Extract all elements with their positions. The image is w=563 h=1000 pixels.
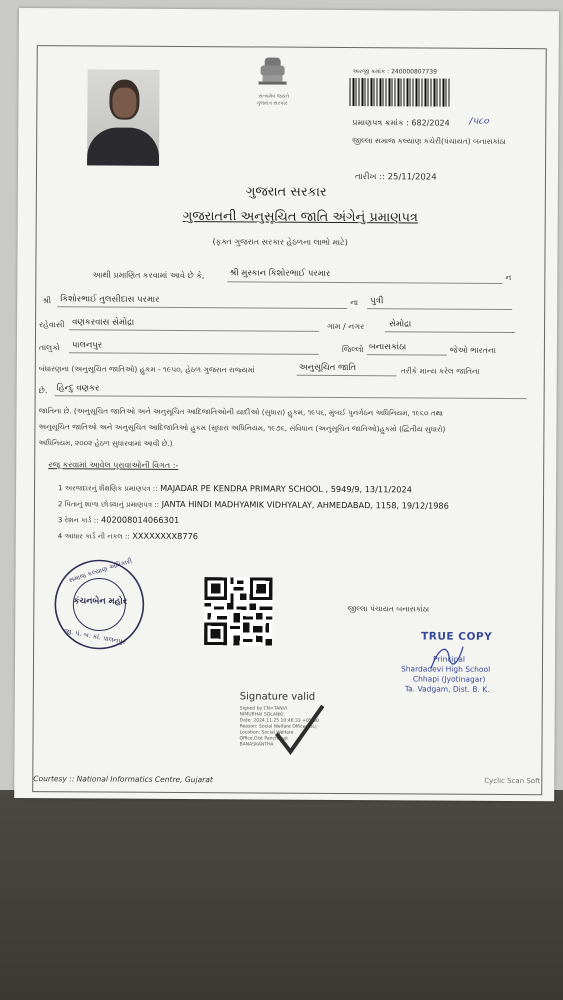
footer-courtesy: Courtesy :: National Informatics Centre, Gujarat xyxy=(33,774,213,785)
background-table-surface xyxy=(0,790,563,1000)
stamp-line: Ta. Vadgam, Dist. B. K. xyxy=(404,684,490,694)
taluka-label: તાલુકો xyxy=(38,343,60,353)
footer-right: Cyclic Scan Soft xyxy=(484,776,541,786)
signature-detail: Date: 2024.11.25 10:46:33 +05:30 xyxy=(239,718,319,724)
seal-bottom-text: જી. પં. બ. કાં. પાલનપુર xyxy=(63,626,127,647)
legal-paragraph-line1: જાતિના છે. (અનુસૂચિત જાતિઓ અને અનુસૂચિત આદિજાતિઓની યાદીઓ (સુધારા) હુકમ, ૧૯૫૬, મુંબઈ પુનર્ગઠન અધિનિયમ, ૧૯૬૦ તથા xyxy=(38,406,443,418)
issuing-office: જીલ્લા સમાજ કલ્યાણ કચેરી(પંચાયત) બનાસકાંઠા xyxy=(352,136,506,146)
village-label: ગામ / નગર xyxy=(327,321,365,332)
line4-end: જેઓ ભારતના xyxy=(449,345,496,355)
emblem-subcaption: ગુજરાત સરકાર xyxy=(256,100,288,107)
signature-detail: NIMUBHAI SOLANKI xyxy=(239,712,284,718)
true-copy-label: TRUE COPY xyxy=(421,630,493,643)
certificate-page xyxy=(14,8,559,801)
line5-end: તરીકે માન્ય કરેલ જાતિના xyxy=(400,366,480,376)
document-row: 2 પિતાનું શાળા છોડ્યાનું પ્રમાણપત્ર :: JANTA HINDI MADHYAMIK VIDHYALAY, AHMEDABAD, 1158, 19/12/1986 xyxy=(57,498,449,511)
document-row: 1 અરજદારનું શૈક્ષણિક પ્રમાણપત્ર :: MAJADAR PE KENDRA PRIMARY SCHOOL , 5949/9, 13/11/2024 xyxy=(58,482,412,495)
certify-label: આથી પ્રમાણિત કરવામાં આવે છે કે, xyxy=(92,270,205,281)
legal-paragraph-line2: અનુસૂચિત જાતિઓ અને અનુસૂચિત આદિજાતિઓ હુકમ (સુધારા અધિનિયમ, ૧૯૭૬, સંવિધાન (અનુસૂચિત જાતિઓ)હુકમો (દ્વિતીય સુધારો) xyxy=(38,422,446,434)
caste-value: હિન્દુ વણકર xyxy=(56,383,100,394)
digital-signature-block xyxy=(234,691,344,772)
document-row: 3 રેશન કાર્ડ :: 402008014066301 xyxy=(57,514,180,525)
legal-paragraph-line3: અધિનિયમ, ૨૦૦૨ હેઠળ સુધારવામાં આવી છે.) xyxy=(38,438,173,448)
certificate-subtitle: (ફક્ત ગુજરાત સરકાર હેઠળના લાભો માટે) xyxy=(212,237,348,248)
stamp-line: Shardadevi High School xyxy=(400,664,491,674)
official-seal xyxy=(53,558,146,651)
category-value: અનુસૂચિત જાતિ xyxy=(298,362,357,374)
principal-signature-icon xyxy=(427,641,467,675)
qr-code xyxy=(204,577,272,645)
signature-detail: Signed by CN=TANVI xyxy=(239,706,288,712)
stamp-line: Chhapi (Jyotinagar) xyxy=(412,674,486,684)
district-panchayat: જીલ્લા પંચાયત બનાસકાંઠા xyxy=(347,604,430,614)
document-row: 4 આધાર કાર્ડ ની નકલ :: XXXXXXXX8776 xyxy=(57,530,199,542)
stamp-line: Principal xyxy=(433,654,466,664)
residence-label: રહેવાસી xyxy=(39,320,65,330)
caste-prefix: છે. xyxy=(38,386,48,396)
district-label: જિલ્લો xyxy=(341,344,364,355)
relation-value: પુત્રી xyxy=(370,296,384,307)
father-label: શ્રી xyxy=(42,296,52,306)
signature-detail: BANASKANTHA xyxy=(239,742,274,748)
signature-detail: Location: Social Welfare xyxy=(239,730,294,736)
seal-top-text: સમાજ કલ્યાણ અધિકારી xyxy=(67,556,133,585)
applicant-name: શ્રી મુસ્કાન કિશોરભાઈ પરમાર xyxy=(229,268,331,279)
application-number: અરજી ક્રમાંક : 240000807739 xyxy=(352,68,437,76)
true-copy-stamp xyxy=(399,630,519,701)
seal-center-text: કંચનબેન મહોર xyxy=(73,596,128,607)
district-value: બનાસકાંઠા xyxy=(368,342,407,353)
government-title: ગુજરાત સરકાર xyxy=(245,184,327,200)
documents-heading: રજૂ કરવામાં આવેલ પુરાવાઓની વિગત :- xyxy=(48,460,179,470)
checkmark-icon xyxy=(270,700,330,760)
signature-valid-title: Signature valid xyxy=(239,691,316,703)
relation-label: ના xyxy=(350,298,359,308)
certificate-number: પ્રમાણપત્ર ક્રમાંક : 682/2024 xyxy=(352,118,450,128)
residence-value: વણકરવાસ સેમોદ્રા xyxy=(72,317,135,328)
signature-detail: Reason: Social Welfare Officer(DL) xyxy=(239,724,317,730)
taluka-value: પાલનપુર xyxy=(71,340,103,351)
handwritten-number: /૫૮૦ xyxy=(469,116,489,127)
applicant-photo xyxy=(87,69,160,165)
issue-date: તારીખ :: 25/11/2024 xyxy=(354,172,437,183)
signature-detail: Office,Dist Panchayat xyxy=(239,736,288,742)
barcode xyxy=(349,78,449,107)
certificate-title: ગુજરાતની અનુસૂચિત જાતિ અંગેનું પ્રમાણપત્ર xyxy=(182,209,418,226)
constitution-order: બંધારણના (અનુસૂચિત જાતિઓ) હુકમ - ૧૯૫૦, હેઠળ ગુજરાત રાજ્યમાં xyxy=(38,364,255,375)
line1-end: ન xyxy=(505,272,512,283)
father-name: કિશોરભાઈ તુલસીદાસ પરમાર xyxy=(60,294,160,305)
emblem-caption: સત્યમેવ જયતે xyxy=(258,93,290,100)
village-value: સેમોદ્રા xyxy=(389,319,412,330)
